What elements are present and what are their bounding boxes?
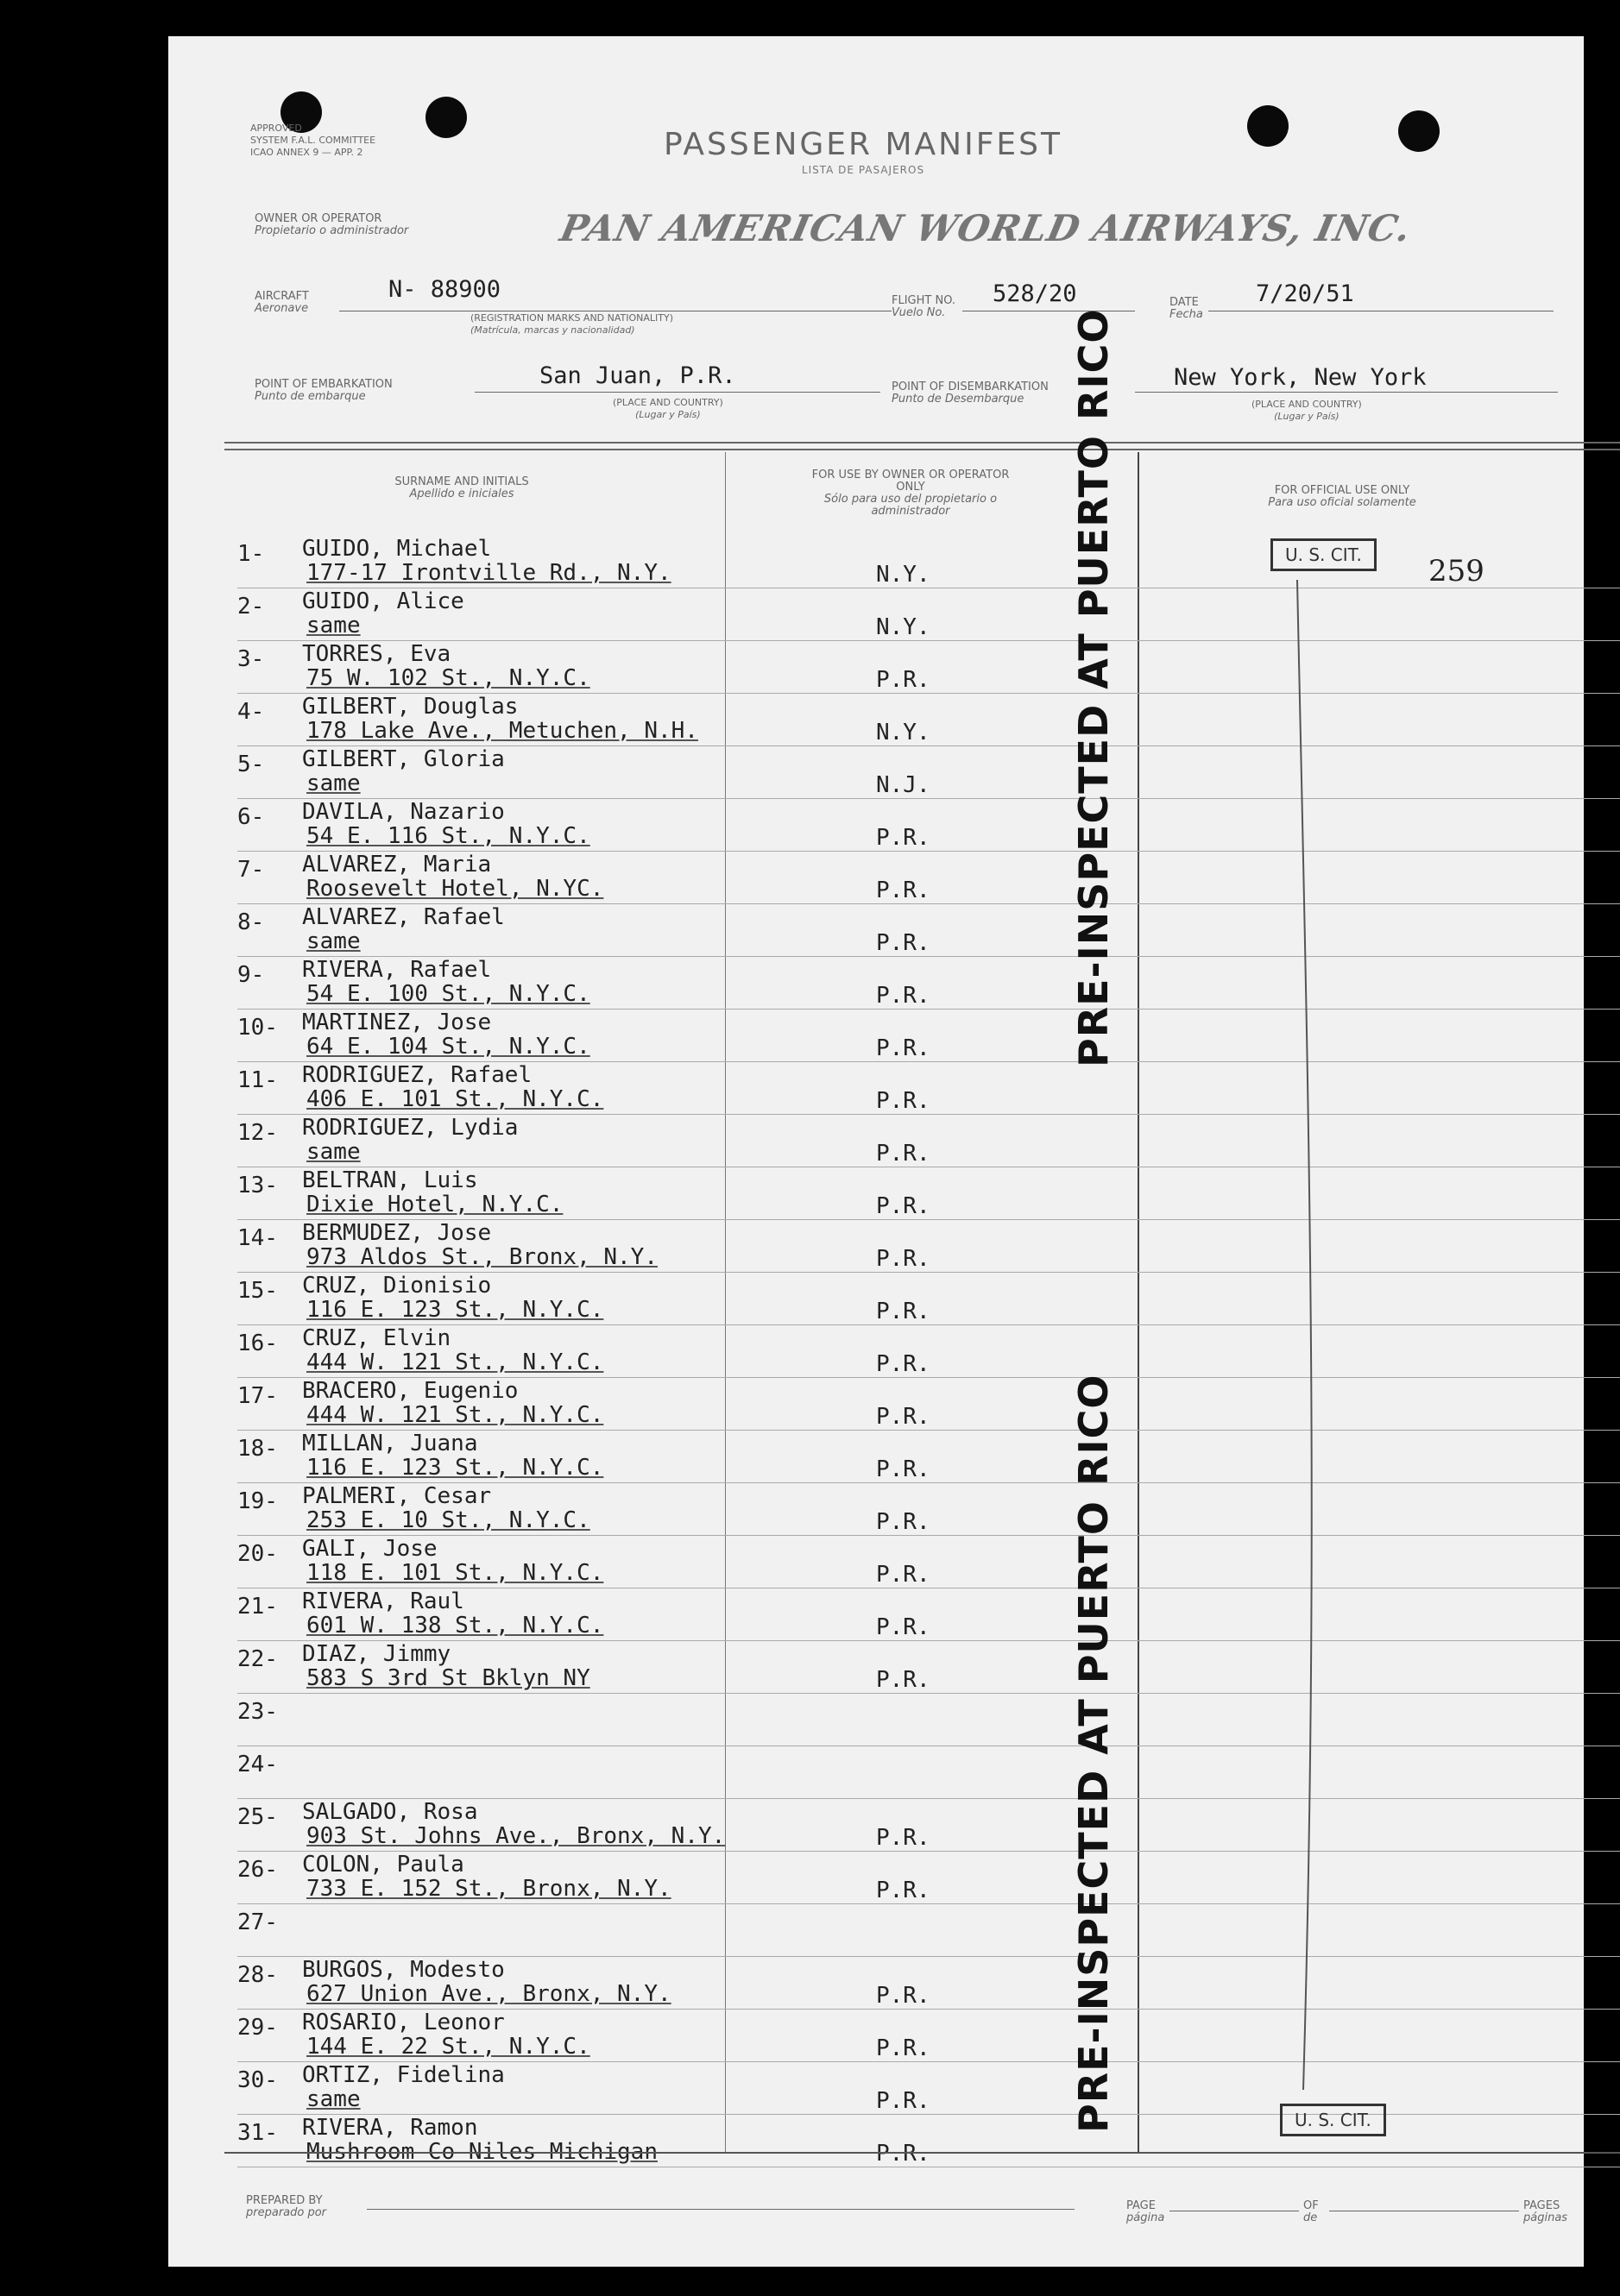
row-rule	[237, 1535, 1620, 1536]
passenger-residence: P.R.	[876, 1878, 930, 1903]
passenger-number: 2-	[237, 594, 265, 620]
passenger-address: same	[306, 613, 361, 638]
passenger-number: 13-	[237, 1173, 278, 1198]
passenger-number: 18-	[237, 1436, 278, 1462]
disembark-label	[892, 381, 1049, 406]
disembark-label-en: POINT OF DISEMBARKATION	[892, 381, 1049, 393]
page-label	[1126, 2200, 1164, 2224]
passenger-address: 54 E. 100 St., N.Y.C.	[306, 981, 590, 1007]
passenger-address: 627 Union Ave., Bronx, N.Y.	[306, 1981, 671, 2007]
embark-line	[475, 392, 880, 393]
passenger-residence: P.R.	[876, 1193, 930, 1219]
passenger-address: 75 W. 102 St., N.Y.C.	[306, 665, 590, 691]
pages-label	[1523, 2200, 1567, 2224]
passenger-residence: N.J.	[876, 772, 930, 798]
passenger-residence: P.R.	[876, 1246, 930, 1272]
bracket-line	[1273, 554, 1342, 2124]
manifest-subtitle: LISTA DE PASAJEROS	[801, 164, 925, 176]
header-rule	[224, 449, 1620, 450]
passenger-address: same	[306, 1139, 361, 1165]
flight-label-en: FLIGHT NO.	[892, 294, 956, 307]
passenger-residence: P.R.	[876, 2141, 930, 2167]
flight-label	[892, 295, 955, 319]
passenger-number: 23-	[237, 1699, 278, 1725]
flight-value: 528/20	[993, 280, 1077, 307]
passenger-address: 406 E. 101 St., N.Y.C.	[306, 1086, 604, 1112]
pages-label-en: PAGES	[1523, 2199, 1560, 2212]
passenger-number: 29-	[237, 2015, 278, 2041]
column-divider	[1138, 452, 1139, 2152]
passenger-residence: P.R.	[876, 878, 930, 903]
passenger-name: RIVERA, Raul	[302, 1588, 464, 1614]
passenger-address: 444 W. 121 St., N.Y.C.	[306, 1402, 604, 1428]
embark-label	[255, 379, 393, 403]
registration-note-en: (REGISTRATION MARKS AND NATIONALITY)	[470, 312, 674, 324]
owner-use-header	[803, 469, 1018, 518]
passenger-number: 1-	[237, 541, 265, 567]
passenger-name: GUIDO, Michael	[302, 536, 492, 562]
passenger-residence: P.R.	[876, 1825, 930, 1851]
preinspected-stamp: PRE-INSPECTED AT PUERTO RICO	[1070, 1374, 1117, 2133]
passenger-number: 25-	[237, 1804, 278, 1830]
prepared-label-es: preparado por	[246, 2206, 327, 2219]
passenger-residence: P.R.	[876, 2035, 930, 2061]
passenger-number: 16-	[237, 1330, 278, 1356]
passenger-residence: P.R.	[876, 1667, 930, 1693]
form-code-line: SYSTEM F.A.L. COMMITTEE	[250, 135, 376, 146]
passenger-address: 144 E. 22 St., N.Y.C.	[306, 2034, 590, 2060]
passenger-name: PALMERI, Cesar	[302, 1483, 492, 1509]
official-header-es: Para uso oficial solamente	[1268, 496, 1416, 509]
official-use-header	[1230, 485, 1454, 509]
header-rule	[224, 442, 1620, 443]
passenger-name: BELTRAN, Luis	[302, 1167, 478, 1193]
owner-label-en: OWNER OR OPERATOR	[255, 212, 382, 225]
passenger-address: same	[306, 2086, 361, 2112]
date-value: 7/20/51	[1256, 280, 1354, 307]
place-note-es: (Lugar y País)	[1274, 411, 1339, 422]
passenger-number: 30-	[237, 2067, 278, 2093]
passenger-number: 11-	[237, 1067, 278, 1093]
owner-label-es: Propietario o administrador	[255, 224, 409, 237]
disembark-label-es: Punto de Desembarque	[892, 393, 1024, 406]
passenger-address: 903 St. Johns Ave., Bronx, N.Y.	[306, 1823, 726, 1849]
passenger-residence: P.R.	[876, 983, 930, 1009]
passenger-residence: N.Y.	[876, 720, 930, 745]
passenger-residence: N.Y.	[876, 614, 930, 640]
passenger-residence: P.R.	[876, 825, 930, 851]
date-label	[1169, 297, 1203, 321]
passenger-address: 64 E. 104 St., N.Y.C.	[306, 1034, 590, 1060]
passenger-address: 583 S 3rd St Bklyn NY	[306, 1665, 590, 1691]
passenger-address: 733 E. 152 St., Bronx, N.Y.	[306, 1876, 671, 1902]
prepared-line	[367, 2209, 1075, 2210]
passenger-name: RIVERA, Ramon	[302, 2115, 478, 2141]
passenger-number: 17-	[237, 1383, 278, 1409]
owner-label	[255, 213, 408, 237]
passenger-number: 19-	[237, 1488, 278, 1514]
passenger-residence: P.R.	[876, 1351, 930, 1377]
date-label-en: DATE	[1169, 296, 1199, 309]
passenger-name: BERMUDEZ, Jose	[302, 1220, 492, 1246]
owner-use-header-en: FOR USE BY OWNER OR OPERATOR ONLY	[811, 469, 1010, 494]
place-note-en: (PLACE AND COUNTRY)	[613, 397, 723, 408]
aircraft-label-en: AIRCRAFT	[255, 290, 309, 303]
flight-label-es: Vuelo No.	[892, 306, 946, 319]
official-header-en: FOR OFFICIAL USE ONLY	[1274, 484, 1410, 497]
passenger-residence: P.R.	[876, 1404, 930, 1430]
date-label-es: Fecha	[1169, 308, 1203, 321]
pages-label-es: páginas	[1523, 2211, 1568, 2224]
passenger-number: 5-	[237, 752, 265, 777]
page-label-en: PAGE	[1126, 2199, 1156, 2212]
passenger-address: Roosevelt Hotel, N.YC.	[306, 876, 604, 902]
passenger-number: 9-	[237, 962, 265, 988]
passenger-name: ROSARIO, Leonor	[302, 2010, 505, 2035]
column-divider	[725, 452, 726, 2152]
airline-name: PAN AMERICAN WORLD AIRWAYS, INC.	[556, 207, 1415, 249]
embark-label-en: POINT OF EMBARKATION	[255, 378, 393, 391]
passenger-address: 116 E. 123 St., N.Y.C.	[306, 1297, 604, 1323]
us-citizen-stamp: U. S. CIT.	[1280, 2104, 1386, 2136]
passenger-number: 21-	[237, 1594, 278, 1620]
name-header-es: Apellido e iniciales	[409, 488, 514, 500]
passenger-name: DIAZ, Jimmy	[302, 1641, 451, 1667]
row-rule	[237, 1903, 1620, 1904]
passenger-residence: P.R.	[876, 1983, 930, 2009]
passenger-residence: P.R.	[876, 667, 930, 693]
disembark-value: New York, New York	[1174, 364, 1427, 391]
passenger-address: 54 E. 116 St., N.Y.C.	[306, 823, 590, 849]
passenger-residence: P.R.	[876, 1141, 930, 1167]
passenger-address: 116 E. 123 St., N.Y.C.	[306, 1455, 604, 1481]
passenger-number: 7-	[237, 857, 265, 883]
registration-note-es: (Matrícula, marcas y nacionalidad)	[470, 324, 635, 336]
passenger-number: 10-	[237, 1015, 278, 1041]
aircraft-label-es: Aeronave	[255, 302, 309, 315]
passenger-name: MILLAN, Juana	[302, 1431, 478, 1456]
disembark-line	[1135, 392, 1558, 393]
passenger-name: MARTINEZ, Jose	[302, 1010, 492, 1035]
embark-label-es: Punto de embarque	[255, 390, 366, 403]
place-note-es: (Lugar y País)	[635, 409, 701, 420]
us-citizen-stamp: U. S. CIT.	[1270, 538, 1377, 571]
place-note-en: (PLACE AND COUNTRY)	[1251, 399, 1362, 410]
manifest-title: PASSENGER MANIFEST	[663, 127, 1063, 162]
prepared-label	[246, 2195, 326, 2219]
preinspected-stamp: PRE-INSPECTED AT PUERTO RICO	[1070, 308, 1117, 1067]
punch-hole	[1247, 105, 1289, 147]
passenger-residence: P.R.	[876, 930, 930, 956]
passenger-name: RIVERA, Rafael	[302, 957, 492, 983]
form-code-line: APPROVED	[250, 123, 302, 134]
passenger-name: CRUZ, Elvin	[302, 1325, 451, 1351]
punch-hole	[1398, 110, 1440, 152]
disembark-place-note	[1251, 399, 1362, 423]
passenger-number: 27-	[237, 1909, 278, 1935]
passenger-number: 22-	[237, 1646, 278, 1672]
passenger-address: 444 W. 121 St., N.Y.C.	[306, 1349, 604, 1375]
aircraft-label	[255, 291, 309, 315]
embark-place-note	[613, 397, 723, 421]
passenger-number: 31-	[237, 2120, 278, 2146]
passenger-number: 4-	[237, 699, 265, 725]
passenger-name: ALVAREZ, Rafael	[302, 904, 505, 930]
passenger-residence: P.R.	[876, 1088, 930, 1114]
row-rule	[237, 1693, 1620, 1694]
manifest-page	[168, 36, 1584, 2267]
of-label-en: OF	[1303, 2199, 1319, 2212]
passenger-count: 259	[1428, 554, 1484, 588]
registration-note	[470, 312, 673, 337]
passenger-address: 253 E. 10 St., N.Y.C.	[306, 1507, 590, 1533]
passenger-residence: P.R.	[876, 1509, 930, 1535]
passenger-number: 3-	[237, 646, 265, 672]
passenger-name: TORRES, Eva	[302, 641, 451, 667]
passenger-name: ALVAREZ, Maria	[302, 852, 492, 878]
passenger-address: Dixie Hotel, N.Y.C.	[306, 1192, 564, 1217]
passenger-number: 26-	[237, 1857, 278, 1883]
footer-rule	[224, 2152, 1620, 2154]
passenger-name: CRUZ, Dionisio	[302, 1273, 492, 1299]
passenger-name: ORTIZ, Fidelina	[302, 2062, 505, 2088]
prepared-label-en: PREPARED BY	[246, 2194, 323, 2207]
passenger-name: BURGOS, Modesto	[302, 1957, 505, 1983]
embark-value: San Juan, P.R.	[539, 362, 736, 389]
passenger-address: 601 W. 138 St., N.Y.C.	[306, 1613, 604, 1639]
passenger-name: RODRIGUEZ, Rafael	[302, 1062, 533, 1088]
passenger-residence: N.Y.	[876, 562, 930, 588]
passenger-number: 15-	[237, 1278, 278, 1304]
passenger-residence: P.R.	[876, 2088, 930, 2114]
passenger-number: 6-	[237, 804, 265, 830]
passenger-residence: P.R.	[876, 1456, 930, 1482]
passenger-name: GUIDO, Alice	[302, 588, 464, 614]
aircraft-value: N- 88900	[388, 276, 501, 303]
passenger-name: DAVILA, Nazario	[302, 799, 505, 825]
owner-use-header-es: Sólo para uso del propietario o administrador	[823, 493, 998, 518]
passenger-name: GALI, Jose	[302, 1536, 438, 1562]
passenger-address: 178 Lake Ave., Metuchen, N.H.	[306, 718, 698, 744]
passenger-number: 20-	[237, 1541, 278, 1567]
punch-hole	[425, 97, 467, 138]
passenger-name: RODRIGUEZ, Lydia	[302, 1115, 519, 1141]
passenger-residence: P.R.	[876, 1614, 930, 1640]
passenger-address: 973 Aldos St., Bronx, N.Y.	[306, 1244, 658, 1270]
passenger-address: same	[306, 771, 361, 796]
passenger-address: 177-17 Irontville Rd., N.Y.	[306, 560, 671, 586]
passenger-address: Mushroom Co Niles Michigan	[306, 2139, 658, 2165]
passenger-name: GILBERT, Douglas	[302, 694, 519, 720]
passenger-address: 118 E. 101 St., N.Y.C.	[306, 1560, 604, 1586]
of-label-es: de	[1303, 2211, 1318, 2224]
passenger-number: 12-	[237, 1120, 278, 1146]
passenger-number: 8-	[237, 909, 265, 935]
passenger-residence: P.R.	[876, 1299, 930, 1324]
passenger-number: 24-	[237, 1752, 278, 1777]
passenger-name: GILBERT, Gloria	[302, 746, 505, 772]
name-header-en: SURNAME AND INITIALS	[394, 475, 529, 488]
passenger-residence: P.R.	[876, 1562, 930, 1588]
passenger-name: COLON, Paula	[302, 1852, 464, 1878]
passenger-name: SALGADO, Rosa	[302, 1799, 478, 1825]
form-code	[250, 123, 375, 159]
passenger-number: 14-	[237, 1225, 278, 1251]
passenger-name: BRACERO, Eugenio	[302, 1378, 519, 1404]
of-label	[1303, 2200, 1319, 2224]
name-column-header	[350, 476, 574, 500]
passenger-address: same	[306, 928, 361, 954]
page-label-es: página	[1126, 2211, 1165, 2224]
form-code-line: ICAO ANNEX 9 — APP. 2	[250, 147, 363, 158]
passenger-number: 28-	[237, 1962, 278, 1988]
passenger-residence: P.R.	[876, 1035, 930, 1061]
